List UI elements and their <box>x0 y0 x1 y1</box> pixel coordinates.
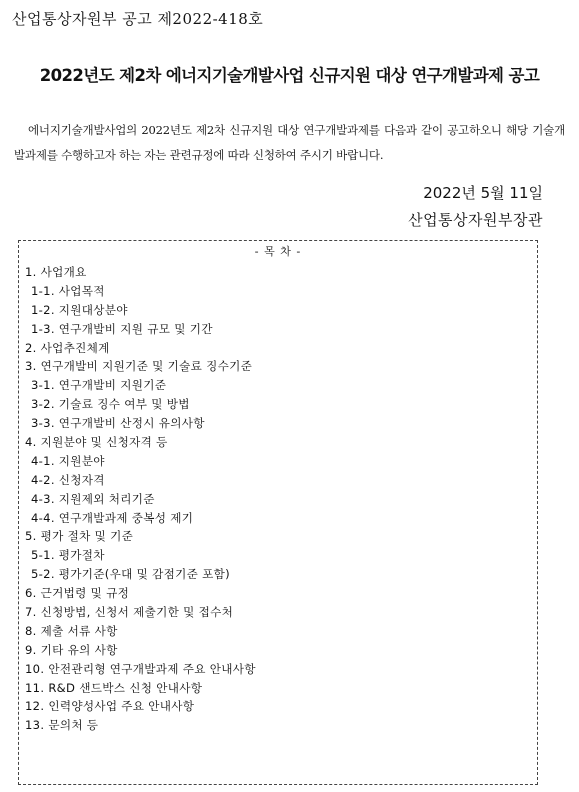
toc-subsection: 1-2. 지원대상분야 <box>31 302 128 317</box>
toc-heading: - 목 차 - <box>254 245 302 258</box>
toc-subsection: 4-3. 지원제외 처리기준 <box>31 491 155 506</box>
toc-section: 13. 문의처 등 <box>25 718 99 733</box>
toc-section: 12. 인력양성사업 주요 안내사항 <box>25 699 195 714</box>
toc-subsection: 3-3. 연구개발비 산정시 유의사항 <box>31 416 205 431</box>
toc-subsection: 4-4. 연구개발과제 중복성 제기 <box>31 510 194 525</box>
toc-subsection: 5-2. 평가기준(우대 및 감점기준 포함) <box>31 567 230 582</box>
toc-section: 9. 기타 유의 사항 <box>25 642 118 657</box>
toc-section: 8. 제출 서류 사항 <box>25 623 118 638</box>
toc-subsection: 1-1. 사업목적 <box>31 283 105 298</box>
toc-subsection: 3-2. 기술료 징수 여부 및 방법 <box>31 397 190 412</box>
announcement-date: 2022년 5월 11일 <box>423 184 543 202</box>
toc-section: 4. 지원분야 및 신청자격 등 <box>25 435 168 450</box>
issuer-name: 산업통상자원부장관 <box>408 211 543 229</box>
table-of-contents <box>18 240 538 785</box>
notice-number: 산업통상자원부 공고 제2022-418호 <box>12 10 264 28</box>
toc-section: 3. 연구개발비 지원기준 및 기술료 징수기준 <box>25 359 253 374</box>
toc-section: 2. 사업추진체계 <box>25 340 110 355</box>
toc-list <box>25 263 533 735</box>
toc-subsection: 5-1. 평가절차 <box>31 548 105 563</box>
toc-section: 5. 평가 절차 및 기준 <box>25 529 134 544</box>
intro-paragraph: 에너지기술개발사업의 2022년도 제2차 신규지원 대상 연구개발과제를 다음과 같이 공고하오니 해당 기술개발과제를 수행하고자 하는 자는 관련규정에 따라 신청하여 주시기 바랍니다. <box>14 123 565 162</box>
toc-subsection: 1-3. 연구개발비 지원 규모 및 기간 <box>31 321 213 336</box>
toc-subsection: 3-1. 연구개발비 지원기준 <box>31 378 167 393</box>
toc-section: 7. 신청방법, 신청서 제출기한 및 접수처 <box>25 605 234 620</box>
toc-section: 10. 안전관리형 연구개발과제 주요 안내사항 <box>25 661 256 676</box>
toc-subsection: 4-1. 지원분야 <box>31 453 105 468</box>
toc-section: 1. 사업개요 <box>25 265 87 279</box>
toc-section: 6. 근거법령 및 규정 <box>25 586 130 601</box>
toc-subsection: 4-2. 신청자격 <box>31 472 105 487</box>
document-title: 2022년도 제2차 에너지기술개발사업 신규지원 대상 연구개발과제 공고 <box>39 66 540 85</box>
toc-section: 11. R&D 샌드박스 신청 안내사항 <box>25 680 203 695</box>
